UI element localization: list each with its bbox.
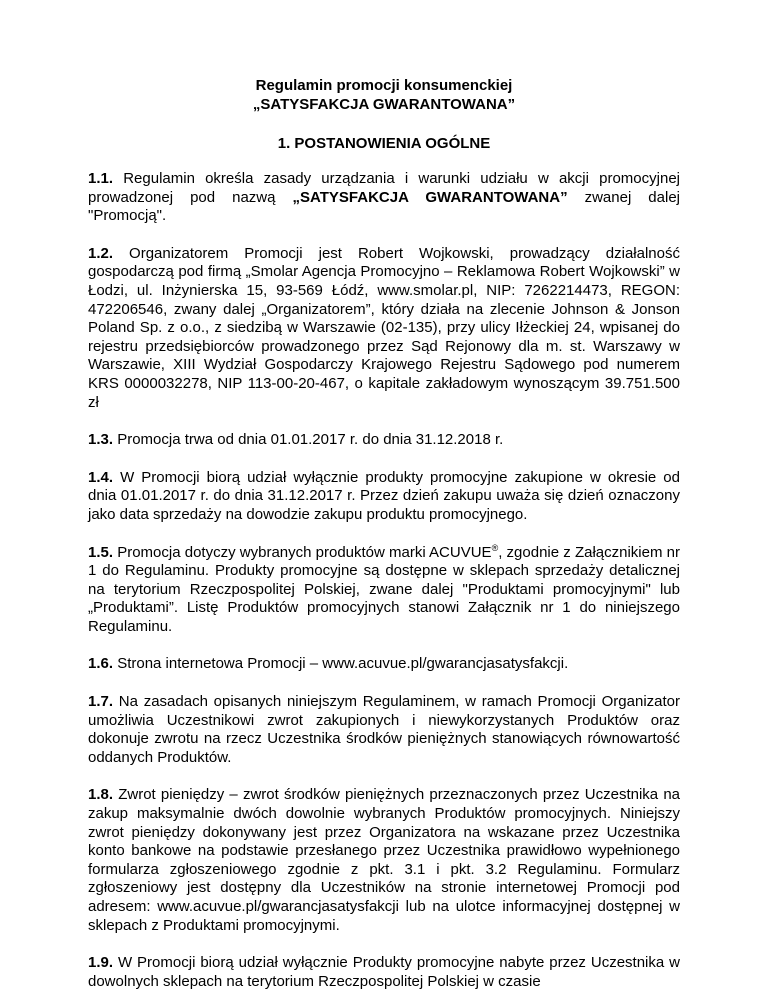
paragraph-text: Zwrot pieniędzy – zwrot środków pieniężnych przeznaczonych przez Uczestnika na zakup maksymalnie dwóch dowolnie wybranych Produktów promocyjnych. Niniejszy zwrot pieniędzy dokonywany jest przez Organizatora na wskazane przez Uczestnika konto bankowe na podstawie przesłanego przez Uczestnika prawidłowo wypełnionego formularza zgłoszeniowego zgodnie z pkt. 3.1 i pkt. 3.2 Regulaminu. Formularz zgłoszeniowy jest dostępny dla Uczestników na stronie internetowej Promocji pod adresem: www.acuvue.pl/gwarancjasatysfakcji lub na ulotce informacyjnej dostępnej w sklepach z Produktami promocyjnymi. (88, 786, 680, 934)
paragraph-1-9 (88, 954, 680, 991)
paragraph-1-6 (88, 655, 680, 674)
promotion-name: „SATYSFAKCJA GWARANTOWANA” (292, 188, 568, 206)
document-title-line-2: „SATYSFAKCJA GWARANTOWANA” (252, 96, 516, 113)
section-1-heading: 1. POSTANOWIENIA OGÓLNE (277, 135, 491, 152)
paragraph-number: 1.2. (88, 244, 114, 262)
paragraph-text: W Promocji biorą udział wyłącznie Produkty promocyjne nabyte przez Uczestnika w dowolnych sklepach na terytorium Rzeczpospolitej Polskiej w czasie (88, 954, 680, 990)
paragraph-text: Strona internetowa Promocji – www.acuvue.pl/gwarancjasatysfakcji. (113, 655, 569, 673)
paragraph-text: Organizatorem Promocji jest Robert Wojkowski, prowadzący działalność gospodarczą pod firmą „Smolar Agencja Promocyjno – Reklamowa Robert Wojkowski” w Łodzi, ul. Inżynierska 15, 93-569 Łódź, www.smolar.pl, NIP: 7262214473, REGON: 472206546, zwany dalej „Organizatorem”, który działa na zlecenie Johnson & Jonson Poland Sp. z o.o., z siedzibą w Warszawie (02-135), przy ulicy Iłżeckiej 24, wpisanej do rejestru przedsiębiorców prowadzonego przez Sąd Rejonowy dla m. st. Warszawy w Warszawie, XIII Wydział Gospodarczy Krajowego Rejestru Sądowego pod numerem KRS 0000032278, NIP 113-00-20-467, o kapitale zakładowym wynoszącym 39.751.500 zł (88, 244, 680, 411)
paragraph-text: zwanej dalej "Promocją". (88, 188, 680, 225)
paragraph-1-1 (88, 170, 680, 226)
paragraph-text: , zgodnie z Załącznikiem nr 1 do Regulaminu. Produkty promocyjne są dostępne w sklepach sprzedaży detalicznej na terytorium Rzeczpospolitej Polskiej, zwane dalej "Produktami promocyjnymi" lub „Produktami”. Listę Produktów promocyjnych stanowi Załącznik nr 1 do niniejszego Regulaminu. (88, 543, 680, 635)
paragraph-number: 1.5. (88, 543, 114, 561)
paragraph-number: 1.1. (88, 170, 114, 187)
paragraph-1-2 (88, 245, 680, 412)
paragraph-1-4 (88, 469, 680, 525)
paragraph-number: 1.9. (88, 954, 114, 972)
paragraph-number: 1.7. (88, 693, 114, 711)
paragraph-text: Na zasadach opisanych niniejszym Regulaminem, w ramach Promocji Organizator umożliwia Uczestnikowi zwrot zakupionych i niewykorzystanych Produktów oraz dokonuje zwrotu na rzecz Uczestnika środków pieniężnych stanowiących równowartość oddanych Produktów. (88, 693, 680, 766)
paragraph-1-8 (88, 786, 680, 935)
registered-trademark-mark: ® (491, 542, 499, 553)
paragraph-text: Regulamin określa zasady urządzania i warunki udziału w akcji promocyjnej prowadzonej pod nazwą (88, 170, 680, 206)
paragraph-1-3 (88, 431, 680, 450)
paragraph-number: 1.4. (88, 468, 114, 486)
paragraph-text: W Promocji biorą udział wyłącznie produkty promocyjne zakupione w okresie od dnia 01.01.2017 r. do dnia 31.12.2017 r. Przez dzień zakupu uważa się dzień oznaczony jako data sprzedaży na dowodzie zakupu produktu promocyjnego. (88, 468, 680, 523)
paragraph-text: Promocja dotyczy wybranych produktów marki ACUVUE (113, 543, 492, 561)
paragraph-1-7 (88, 693, 680, 767)
paragraph-number: 1.6. (88, 655, 114, 673)
paragraph-1-5 (88, 544, 680, 637)
paragraph-number: 1.8. (88, 786, 114, 804)
paragraph-text: Promocja trwa od dnia 01.01.2017 r. do dnia 31.12.2018 r. (113, 431, 504, 449)
document-title-line-1: Regulamin promocji konsumenckiej (255, 77, 513, 94)
paragraph-number: 1.3. (88, 431, 114, 449)
